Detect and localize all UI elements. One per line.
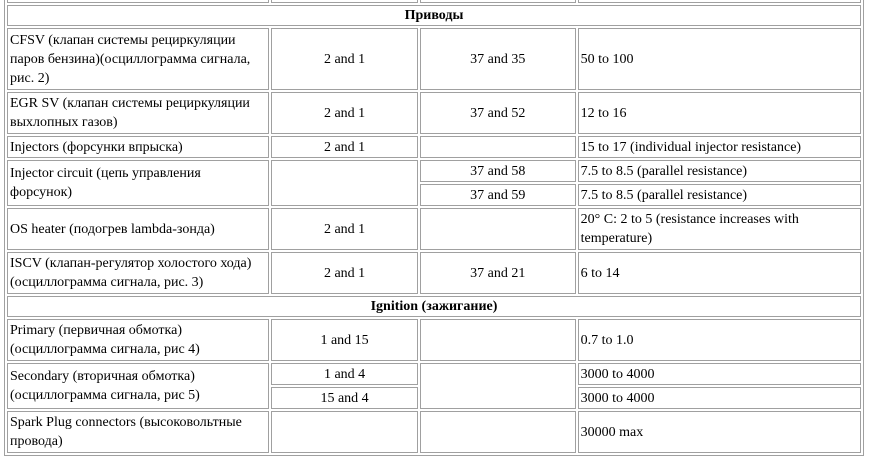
table-row [7,252,861,294]
table-row [7,363,861,385]
pins-a-cell: 2 and 1 [271,252,418,294]
table-cell [420,0,576,3]
value-cell: 12 to 16 [578,92,861,134]
pins-b-cell: 37 and 59 [420,184,576,206]
pins-a-cell: 1 and 15 [271,319,418,361]
pins-b-cell: 37 and 35 [420,28,576,90]
component-cell: Primary (первичная обмотка) (осциллограмма сигнала, рис 4) [7,319,269,361]
table-row [7,28,861,90]
pins-a-cell [271,160,418,206]
pins-a-cell: 15 and 4 [271,387,418,409]
table-cell [271,0,418,3]
table-row [7,208,861,250]
pins-a-cell: 2 and 1 [271,92,418,134]
specification-table [4,0,864,456]
value-cell: 20° C: 2 to 5 (resistance increases with temperature) [578,208,861,250]
component-cell: Injectors (форсунки впрыска) [7,136,269,158]
component-cell: Injector circuit (цепь управления форсунок) [7,160,269,206]
value-cell: 30000 max [578,411,861,453]
pins-b-cell: 37 and 52 [420,92,576,134]
section-header-row [7,5,861,26]
table-cell [578,0,861,3]
component-cell: Spark Plug connectors (высоковольтные провода) [7,411,269,453]
spec-table-container [4,0,864,456]
pins-b-cell [420,411,576,453]
table-row [7,319,861,361]
value-cell: 7.5 to 8.5 (parallel resistance) [578,184,861,206]
pins-a-cell [271,411,418,453]
component-cell: Secondary (вторичная обмотка) (осциллограмма сигнала, рис 5) [7,363,269,409]
value-cell: 0.7 to 1.0 [578,319,861,361]
table-row [7,411,861,453]
component-cell: ISCV (клапан-регулятор холостого хода) (осциллограмма сигнала, рис. 3) [7,252,269,294]
value-cell: 6 to 14 [578,252,861,294]
value-cell: 3000 to 4000 [578,363,861,385]
table-row-previous [7,0,861,3]
component-cell: OS heater (подогрев lambda-зонда) [7,208,269,250]
pins-a-cell: 2 and 1 [271,28,418,90]
component-cell: EGR SV (клапан системы рециркуляции выхлопных газов) [7,92,269,134]
table-row [7,92,861,134]
pins-a-cell: 2 and 1 [271,208,418,250]
section-header-row [7,296,861,317]
pins-b-cell: 37 and 58 [420,160,576,182]
value-cell: 7.5 to 8.5 (parallel resistance) [578,160,861,182]
pins-a-cell: 2 and 1 [271,136,418,158]
table-row [7,136,861,158]
pins-b-cell: 37 and 21 [420,252,576,294]
component-cell: CFSV (клапан системы рециркуляции паров бензина)(осциллограмма сигнала, рис. 2) [7,28,269,90]
value-cell: 3000 to 4000 [578,387,861,409]
pins-b-cell [420,363,576,409]
table-cell [7,0,269,3]
value-cell: 15 to 17 (individual injector resistance) [578,136,861,158]
value-cell: 50 to 100 [578,28,861,90]
section-title-ignition: Ignition (зажигание) [7,296,861,317]
table-row [7,160,861,182]
pins-b-cell [420,208,576,250]
pins-b-cell [420,319,576,361]
section-title-actuators: Приводы [7,5,861,26]
pins-b-cell [420,136,576,158]
pins-a-cell: 1 and 4 [271,363,418,385]
